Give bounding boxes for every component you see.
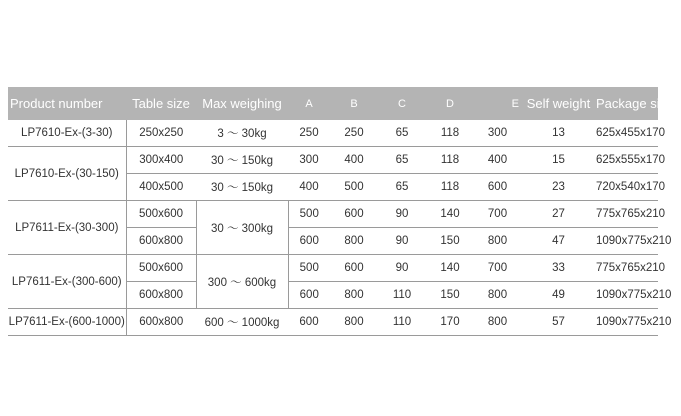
self-weight-cell: 13 (521, 120, 596, 147)
self-weight-cell: 15 (521, 147, 596, 174)
table-size-cell: 250x250 (126, 120, 196, 147)
d-cell: 140 (426, 255, 474, 282)
self-weight-cell: 57 (521, 309, 596, 336)
self-weight-cell: 47 (521, 228, 596, 255)
a-cell: 600 (288, 282, 330, 309)
self-weight-cell: 49 (521, 282, 596, 309)
c-cell: 110 (378, 282, 426, 309)
e-cell: 800 (474, 228, 521, 255)
header-d: D (426, 87, 474, 120)
table-row (8, 147, 658, 174)
product-number-cell: LP7610-Ex-(3-30) (8, 120, 126, 147)
c-cell: 110 (378, 309, 426, 336)
package-size-cell: 1090x775x210 (596, 228, 658, 255)
table-row (8, 201, 658, 228)
product-number-cell: LP7611-Ex-(300-600) (8, 255, 126, 309)
a-cell: 400 (288, 174, 330, 201)
package-size-cell: 1090x775x210 (596, 309, 658, 336)
header-max-weighing: Max weighing (196, 87, 288, 120)
e-cell: 700 (474, 201, 521, 228)
e-cell: 800 (474, 282, 521, 309)
c-cell: 65 (378, 120, 426, 147)
max-weighing-cell: 300 ～ 600kg (196, 255, 288, 309)
c-cell: 65 (378, 147, 426, 174)
table-row (8, 255, 658, 282)
b-cell: 500 (330, 174, 378, 201)
b-cell: 800 (330, 309, 378, 336)
e-cell: 800 (474, 309, 521, 336)
header-b: B (330, 87, 378, 120)
header-table-size: Table size (126, 87, 196, 120)
table-row (8, 309, 658, 336)
b-cell: 600 (330, 255, 378, 282)
table-size-cell: 400x500 (126, 174, 196, 201)
max-weighing-cell: 3 ～ 30kg (196, 120, 288, 147)
c-cell: 90 (378, 255, 426, 282)
d-cell: 170 (426, 309, 474, 336)
header-c: C (378, 87, 426, 120)
self-weight-cell: 27 (521, 201, 596, 228)
header-e: E (474, 87, 521, 120)
table-size-cell: 500x600 (126, 201, 196, 228)
product-number-cell: LP7611-Ex-(30-300) (8, 201, 126, 255)
e-cell: 700 (474, 255, 521, 282)
max-weighing-cell: 30 ～ 150kg (196, 174, 288, 201)
d-cell: 150 (426, 228, 474, 255)
product-number-cell: LP7611-Ex-(600-1000) (8, 309, 126, 336)
package-size-cell: 625x555x170 (596, 147, 658, 174)
c-cell: 65 (378, 174, 426, 201)
header-a: A (288, 87, 330, 120)
header-product-number: Product number (8, 87, 126, 120)
self-weight-cell: 33 (521, 255, 596, 282)
c-cell: 90 (378, 201, 426, 228)
e-cell: 300 (474, 120, 521, 147)
b-cell: 400 (330, 147, 378, 174)
a-cell: 300 (288, 147, 330, 174)
a-cell: 600 (288, 309, 330, 336)
table-size-cell: 500x600 (126, 255, 196, 282)
b-cell: 600 (330, 201, 378, 228)
table-size-cell: 600x800 (126, 282, 196, 309)
b-cell: 800 (330, 228, 378, 255)
package-size-cell: 1090x775x210 (596, 282, 658, 309)
a-cell: 500 (288, 201, 330, 228)
b-cell: 250 (330, 120, 378, 147)
table-row (8, 120, 658, 147)
d-cell: 140 (426, 201, 474, 228)
spec-table (8, 87, 674, 336)
package-size-cell: 720x540x170 (596, 174, 658, 201)
c-cell: 90 (378, 228, 426, 255)
header-self-weight: Self weight (521, 87, 596, 120)
a-cell: 600 (288, 228, 330, 255)
b-cell: 800 (330, 282, 378, 309)
e-cell: 600 (474, 174, 521, 201)
table-size-cell: 600x800 (126, 309, 196, 336)
a-cell: 250 (288, 120, 330, 147)
product-number-cell: LP7610-Ex-(30-150) (8, 147, 126, 201)
d-cell: 118 (426, 120, 474, 147)
header-row (8, 87, 658, 120)
table-size-cell: 300x400 (126, 147, 196, 174)
max-weighing-cell: 600 ～ 1000kg (196, 309, 288, 336)
package-size-cell: 775x765x210 (596, 201, 658, 228)
e-cell: 400 (474, 147, 521, 174)
table-size-cell: 600x800 (126, 228, 196, 255)
d-cell: 150 (426, 282, 474, 309)
max-weighing-cell: 30 ～ 150kg (196, 147, 288, 174)
max-weighing-cell: 30 ～ 300kg (196, 201, 288, 255)
package-size-cell: 625x455x170 (596, 120, 658, 147)
self-weight-cell: 23 (521, 174, 596, 201)
d-cell: 118 (426, 147, 474, 174)
package-size-cell: 775x765x210 (596, 255, 658, 282)
a-cell: 500 (288, 255, 330, 282)
d-cell: 118 (426, 174, 474, 201)
header-package-size: Package size (596, 87, 658, 120)
